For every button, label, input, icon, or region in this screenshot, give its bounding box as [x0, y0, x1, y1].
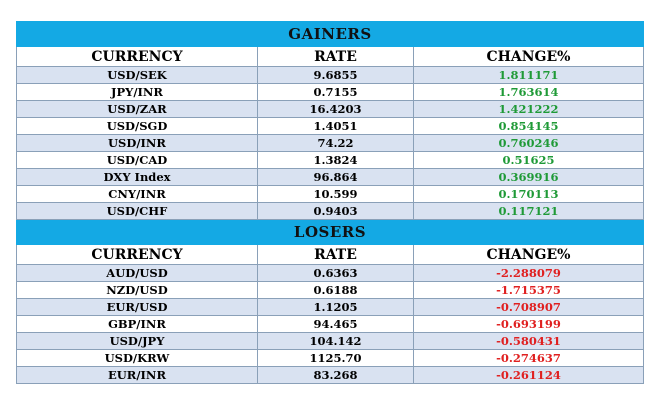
currency-cell: USD/CAD [17, 152, 258, 169]
losers-row [17, 367, 644, 384]
change-cell: -2.288079 [414, 265, 644, 282]
rate-cell: 1.4051 [258, 118, 414, 135]
currency-cell: EUR/USD [17, 299, 258, 316]
rate-cell: 104.142 [258, 333, 414, 350]
rate-cell: 9.6855 [258, 67, 414, 84]
rate-cell: 16.4203 [258, 101, 414, 118]
rate-cell: 10.599 [258, 186, 414, 203]
change-cell: 0.854145 [414, 118, 644, 135]
currency-table-container [16, 21, 643, 384]
currency-cell: AUD/USD [17, 265, 258, 282]
losers-title: LOSERS [17, 220, 644, 245]
change-cell: -0.580431 [414, 333, 644, 350]
losers-column-headers [17, 245, 644, 265]
change-cell: 0.51625 [414, 152, 644, 169]
change-cell: 1.763614 [414, 84, 644, 101]
losers-section-header [17, 220, 644, 245]
change-cell: 1.421222 [414, 101, 644, 118]
change-cell: -0.693199 [414, 316, 644, 333]
rate-cell: 0.6188 [258, 282, 414, 299]
gainers-row [17, 152, 644, 169]
gainers-currency-header: CURRENCY [17, 47, 258, 67]
change-cell: 1.811171 [414, 67, 644, 84]
currency-table [16, 21, 644, 384]
rate-cell: 83.268 [258, 367, 414, 384]
currency-cell: NZD/USD [17, 282, 258, 299]
rate-cell: 74.22 [258, 135, 414, 152]
gainers-row [17, 186, 644, 203]
rate-cell: 1.3824 [258, 152, 414, 169]
gainers-rate-header: RATE [258, 47, 414, 67]
change-cell: -1.715375 [414, 282, 644, 299]
change-cell: 0.117121 [414, 203, 644, 220]
rate-cell: 94.465 [258, 316, 414, 333]
gainers-row [17, 118, 644, 135]
change-cell: 0.369916 [414, 169, 644, 186]
rate-cell: 96.864 [258, 169, 414, 186]
currency-cell: USD/KRW [17, 350, 258, 367]
gainers-row [17, 84, 644, 101]
gainers-row [17, 101, 644, 118]
losers-rate-header: RATE [258, 245, 414, 265]
currency-cell: DXY Index [17, 169, 258, 186]
gainers-change-header: CHANGE% [414, 47, 644, 67]
losers-row [17, 350, 644, 367]
currency-cell: USD/ZAR [17, 101, 258, 118]
change-cell: -0.261124 [414, 367, 644, 384]
rate-cell: 1.1205 [258, 299, 414, 316]
change-cell: -0.274637 [414, 350, 644, 367]
currency-cell: USD/SGD [17, 118, 258, 135]
currency-cell: EUR/INR [17, 367, 258, 384]
losers-currency-header: CURRENCY [17, 245, 258, 265]
rate-cell: 0.7155 [258, 84, 414, 101]
gainers-title: GAINERS [17, 22, 644, 47]
currency-cell: JPY/INR [17, 84, 258, 101]
currency-cell: USD/SEK [17, 67, 258, 84]
rate-cell: 0.9403 [258, 203, 414, 220]
gainers-row [17, 169, 644, 186]
gainers-row [17, 135, 644, 152]
currency-cell: GBP/INR [17, 316, 258, 333]
losers-row [17, 299, 644, 316]
change-cell: 0.760246 [414, 135, 644, 152]
losers-row [17, 316, 644, 333]
rate-cell: 0.6363 [258, 265, 414, 282]
gainers-row [17, 67, 644, 84]
losers-row [17, 265, 644, 282]
losers-change-header: CHANGE% [414, 245, 644, 265]
losers-row [17, 333, 644, 350]
currency-cell: USD/INR [17, 135, 258, 152]
rate-cell: 1125.70 [258, 350, 414, 367]
change-cell: -0.708907 [414, 299, 644, 316]
currency-cell: CNY/INR [17, 186, 258, 203]
losers-row [17, 282, 644, 299]
gainers-section-header [17, 22, 644, 47]
gainers-column-headers [17, 47, 644, 67]
gainers-row [17, 203, 644, 220]
currency-cell: USD/JPY [17, 333, 258, 350]
change-cell: 0.170113 [414, 186, 644, 203]
currency-cell: USD/CHF [17, 203, 258, 220]
